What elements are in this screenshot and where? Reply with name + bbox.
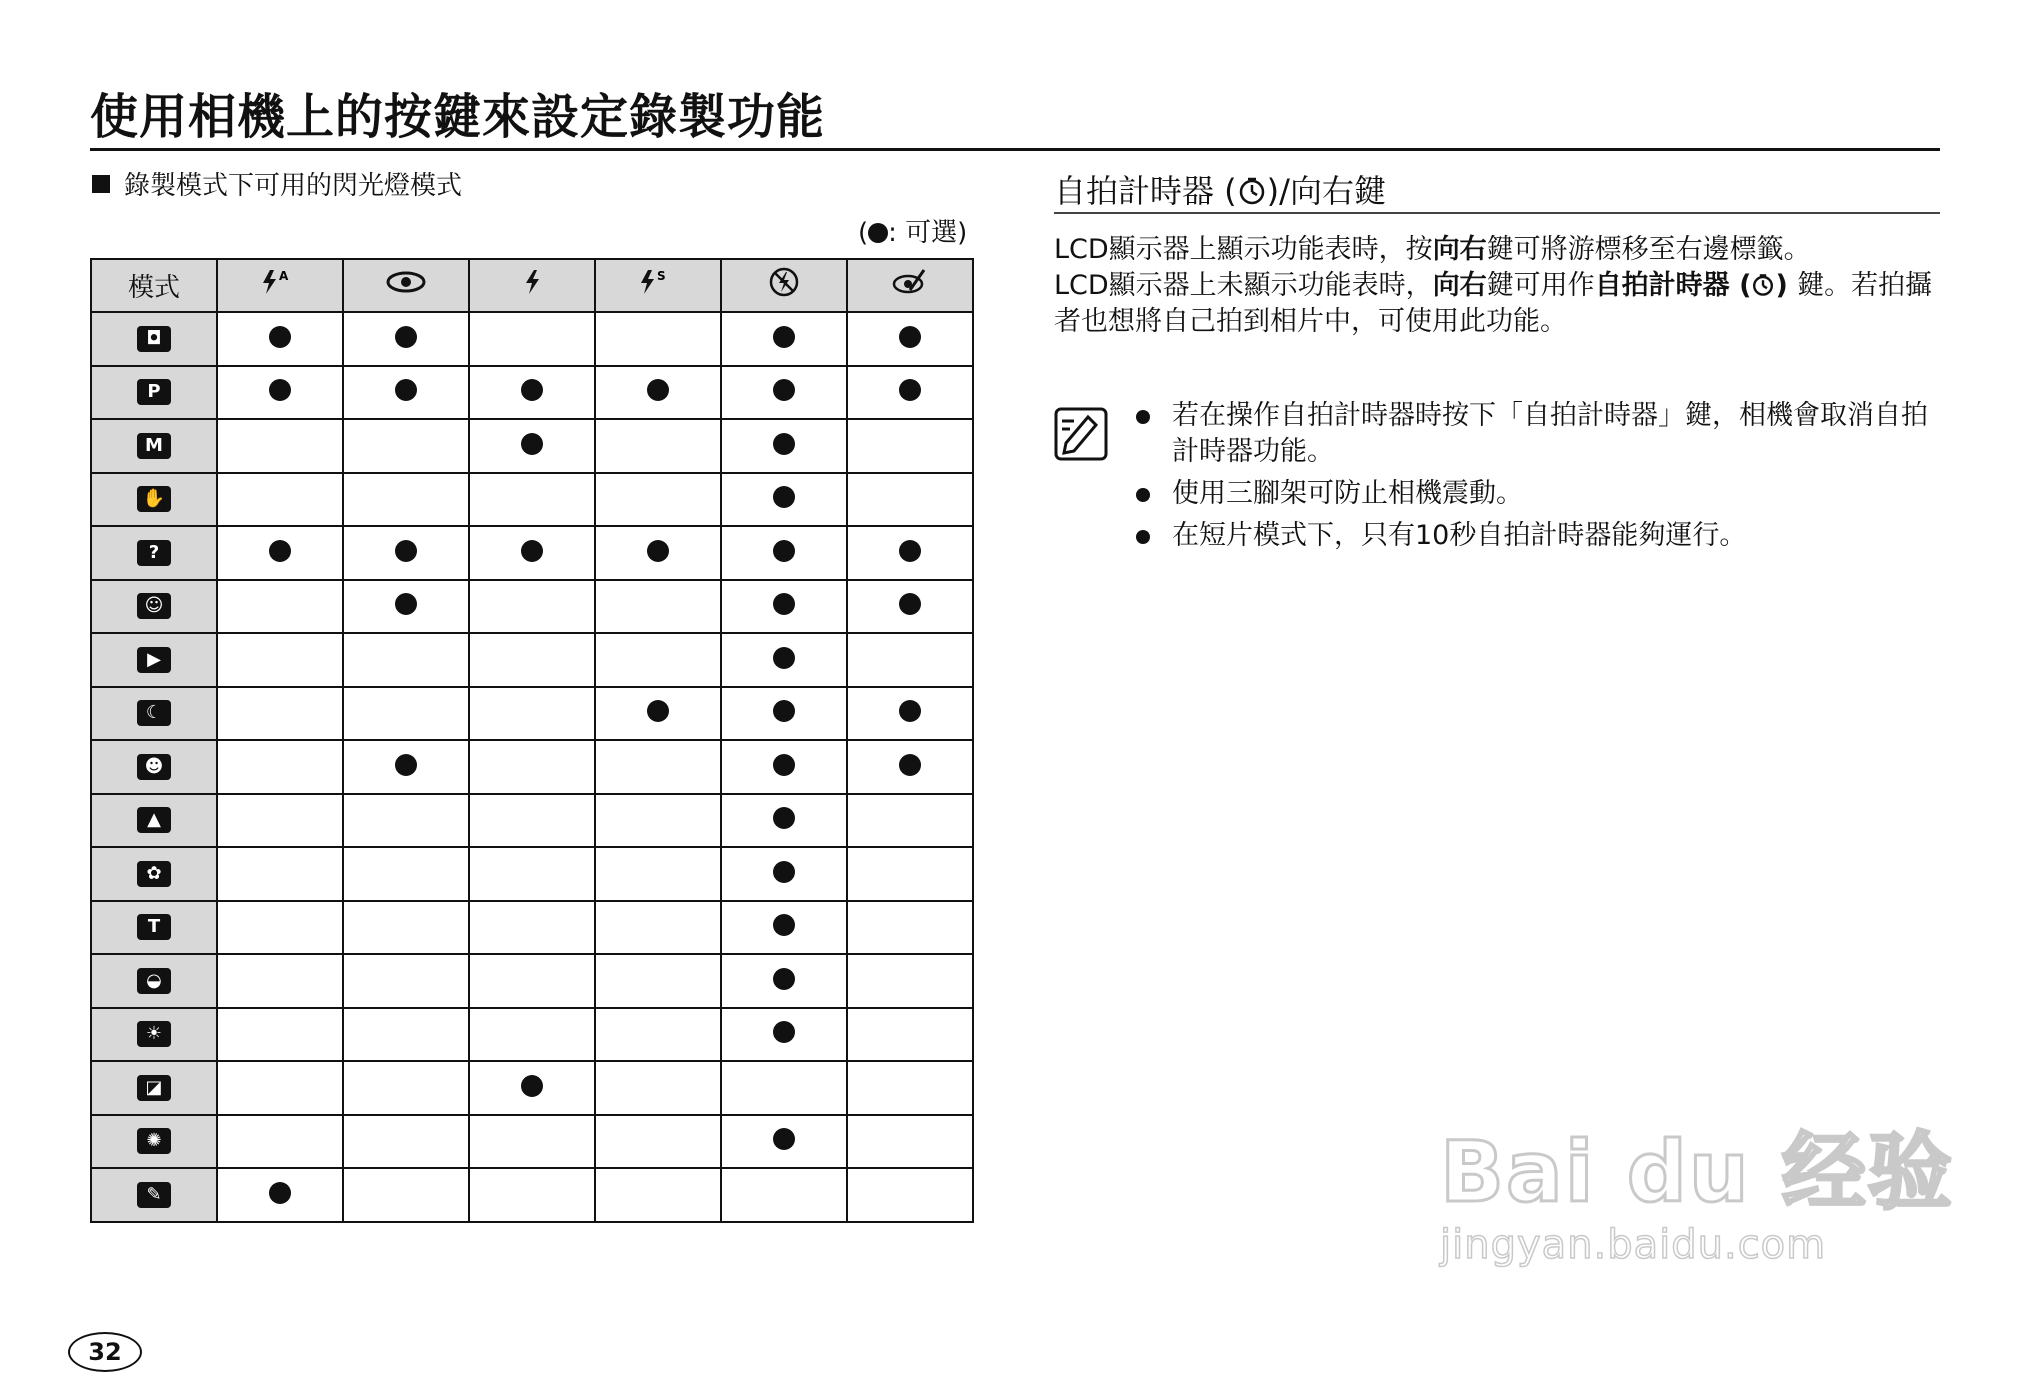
flash-cell — [217, 312, 343, 366]
flash-cell — [217, 633, 343, 687]
flash-cell — [343, 473, 469, 527]
mode-cell — [91, 366, 217, 420]
table-row — [91, 954, 973, 1008]
selectable-dot-icon — [773, 807, 795, 829]
flash-cell — [343, 633, 469, 687]
watermark-url: jingyan.baidu.com — [1440, 1222, 1827, 1268]
flash-cell — [847, 1168, 973, 1222]
flash-auto-icon — [217, 259, 343, 312]
flash-cell — [343, 1061, 469, 1115]
flash-cell — [217, 1008, 343, 1062]
flash-cell — [469, 901, 595, 955]
flash-cell — [469, 312, 595, 366]
flash-cell — [217, 419, 343, 473]
red-eye-icon — [343, 259, 469, 312]
p2-bold-2: 自拍計時器 — [1594, 270, 1730, 301]
flash-cell — [721, 794, 847, 848]
flash-cell — [217, 740, 343, 794]
flash-mode-table — [90, 258, 974, 1223]
title-divider — [90, 148, 1940, 151]
flash-cell — [343, 419, 469, 473]
flash-cell — [343, 740, 469, 794]
table-row — [91, 526, 973, 580]
flash-cell — [343, 901, 469, 955]
flash-cell — [217, 473, 343, 527]
flash-cell — [847, 312, 973, 366]
flash-cell — [595, 847, 721, 901]
flash-cell — [217, 526, 343, 580]
flash-cell — [595, 954, 721, 1008]
p2-bold-1: 向右 — [1432, 270, 1487, 301]
flash-cell — [217, 847, 343, 901]
page-title: 使用相機上的按鍵來設定錄製功能 — [90, 89, 826, 145]
flash-cell — [721, 1168, 847, 1222]
flash-cell — [469, 633, 595, 687]
flash-cell — [721, 366, 847, 420]
dual-is-icon: ✋ — [137, 486, 171, 512]
table-row — [91, 687, 973, 741]
flash-cell — [469, 1168, 595, 1222]
note-icon — [1054, 407, 1108, 461]
flash-cell — [595, 366, 721, 420]
table-row — [91, 366, 973, 420]
table-row — [91, 1168, 973, 1222]
flash-cell — [721, 580, 847, 634]
dawn-icon: ☀ — [137, 1021, 171, 1047]
flash-cell — [343, 366, 469, 420]
children-icon: ☻ — [137, 754, 171, 780]
flash-cell — [469, 580, 595, 634]
flash-cell — [469, 740, 595, 794]
selectable-dot-icon — [899, 700, 921, 722]
flash-cell — [595, 740, 721, 794]
flash-cell — [217, 954, 343, 1008]
selectable-dot-icon — [899, 754, 921, 776]
self-timer-description — [1054, 232, 1944, 340]
self-timer-icon — [1751, 273, 1775, 297]
selectable-dot-icon — [773, 433, 795, 455]
flash-cell — [595, 687, 721, 741]
selectable-dot-icon — [773, 379, 795, 401]
selectable-dot-icon — [269, 379, 291, 401]
selectable-dot-icon — [773, 1021, 795, 1043]
flash-cell — [847, 1061, 973, 1115]
portrait-icon: ☺ — [137, 593, 171, 619]
notes-list — [1134, 398, 1954, 560]
flash-cell — [343, 1168, 469, 1222]
selectable-dot-icon — [773, 754, 795, 776]
flash-cell — [847, 473, 973, 527]
flash-cell — [343, 312, 469, 366]
table-row — [91, 633, 973, 687]
night-icon: ☾ — [137, 700, 171, 726]
selectable-dot-icon — [773, 861, 795, 883]
header-mode: 模式 — [91, 259, 217, 312]
program-icon: P — [137, 379, 171, 405]
selectable-dot-icon — [269, 540, 291, 562]
flash-cell — [217, 687, 343, 741]
self-timer-icon — [1237, 176, 1267, 206]
flash-cell — [595, 473, 721, 527]
selectable-dot-icon — [395, 540, 417, 562]
flash-cell — [469, 1061, 595, 1115]
mode-cell — [91, 687, 217, 741]
selectable-dot-icon — [521, 1075, 543, 1097]
flash-cell — [217, 1168, 343, 1222]
flash-cell — [847, 794, 973, 848]
legend-open: ( — [858, 218, 869, 248]
flash-table-subheading — [92, 165, 462, 202]
mode-cell — [91, 312, 217, 366]
mode-cell — [91, 526, 217, 580]
paragraph-1 — [1054, 232, 1944, 268]
flash-cell — [721, 419, 847, 473]
flash-cell — [847, 580, 973, 634]
flash-cell — [847, 740, 973, 794]
table-row — [91, 1115, 973, 1169]
backlight-icon: ◪ — [137, 1075, 171, 1101]
selectable-dot-icon — [899, 379, 921, 401]
flash-cell — [847, 847, 973, 901]
flash-cell — [469, 794, 595, 848]
flash-cell — [343, 687, 469, 741]
flash-cell — [217, 366, 343, 420]
table-row — [91, 473, 973, 527]
flash-cell — [469, 473, 595, 527]
mode-cell — [91, 633, 217, 687]
camera-auto-icon: ◘ — [137, 326, 171, 352]
flash-cell — [721, 1008, 847, 1062]
flash-cell — [343, 580, 469, 634]
photo-help-icon: ? — [137, 540, 171, 566]
flash-cell — [595, 633, 721, 687]
flash-cell — [847, 687, 973, 741]
selectable-dot-icon — [269, 326, 291, 348]
flash-cell — [847, 1115, 973, 1169]
table-row — [91, 580, 973, 634]
flash-cell — [847, 366, 973, 420]
flash-cell — [595, 1061, 721, 1115]
mode-cell — [91, 580, 217, 634]
selectable-dot-icon — [647, 379, 669, 401]
flash-cell — [469, 687, 595, 741]
red-eye-fix-icon — [847, 259, 973, 312]
selectable-dot-icon — [773, 700, 795, 722]
paragraph-2: LCD顯示器上未顯示功能表時，向右鍵可用作自拍計時器 ( ) 鍵。若拍攝者也想將自己拍到相片中，可使用此功能。 — [1054, 270, 1933, 337]
flash-cell — [469, 954, 595, 1008]
note-item: 使用三腳架可防止相機震動。 — [1134, 476, 1954, 512]
flash-cell — [721, 740, 847, 794]
note-item: 若在操作自拍計時器時按下「自拍計時器」鍵，相機會取消自拍計時器功能。 — [1134, 398, 1954, 470]
movie-icon: ▶ — [137, 647, 171, 673]
flash-cell — [343, 847, 469, 901]
mode-cell — [91, 847, 217, 901]
baidu-watermark — [1440, 1105, 1954, 1268]
close-up-icon: ✿ — [137, 861, 171, 887]
note-item: 在短片模式下，只有10秒自拍計時器能夠運行。 — [1134, 518, 1954, 554]
flash-cell — [847, 1008, 973, 1062]
mode-cell — [91, 954, 217, 1008]
legend-text: : 可選) — [888, 218, 968, 248]
selectable-dot-icon — [773, 486, 795, 508]
svg-text:A: A — [279, 269, 289, 283]
flash-cell — [721, 1115, 847, 1169]
beach-snow-icon: ✎ — [137, 1182, 171, 1208]
table-row — [91, 901, 973, 955]
flash-cell — [217, 794, 343, 848]
flash-cell — [847, 633, 973, 687]
selectable-dot-icon — [773, 593, 795, 615]
flash-cell — [595, 419, 721, 473]
selectable-dot-icon — [773, 968, 795, 990]
mode-cell — [91, 1168, 217, 1222]
flash-cell — [217, 901, 343, 955]
selectable-dot-icon — [395, 326, 417, 348]
flash-cell — [343, 526, 469, 580]
flash-cell — [721, 1061, 847, 1115]
mode-cell — [91, 740, 217, 794]
flash-cell — [343, 794, 469, 848]
selectable-dot-icon — [647, 700, 669, 722]
mode-cell — [91, 901, 217, 955]
mode-cell — [91, 1061, 217, 1115]
p1-a: LCD顯示器上顯示功能表時，按 — [1054, 234, 1433, 265]
mode-cell — [91, 1115, 217, 1169]
heading-tail: )/向右鍵 — [1266, 172, 1386, 210]
flash-cell — [469, 419, 595, 473]
mode-cell — [91, 794, 217, 848]
selectable-dot-icon — [395, 754, 417, 776]
selectable-dot-icon — [773, 914, 795, 936]
table-row — [91, 740, 973, 794]
selectable-dot-icon — [773, 326, 795, 348]
heading-divider — [1054, 212, 1940, 214]
flash-cell — [721, 633, 847, 687]
flash-cell — [721, 954, 847, 1008]
p1-c: 鍵可將游標移至右邊標籤。 — [1486, 234, 1811, 265]
selectable-dot-icon — [773, 540, 795, 562]
flash-cell — [595, 312, 721, 366]
flash-cell — [721, 901, 847, 955]
table-row — [91, 419, 973, 473]
watermark-brand: Bai du 经验 — [1440, 1123, 1954, 1221]
p2-c: 鍵可用作 — [1486, 270, 1595, 301]
flash-cell — [595, 526, 721, 580]
selectable-dot-icon — [521, 433, 543, 455]
p1-bold: 向右 — [1432, 234, 1487, 265]
flash-cell — [217, 1061, 343, 1115]
table-row — [91, 1008, 973, 1062]
p2-a: LCD顯示器上未顯示功能表時， — [1054, 270, 1433, 301]
flash-cell — [595, 1115, 721, 1169]
flash-cell — [595, 580, 721, 634]
flash-cell — [595, 1008, 721, 1062]
landscape-icon: ▲ — [137, 807, 171, 833]
page-number: 32 — [68, 1332, 142, 1372]
heading-text: 自拍計時器 ( — [1054, 172, 1237, 210]
fill-flash-icon — [469, 259, 595, 312]
selectable-dot-icon — [521, 379, 543, 401]
flash-cell — [847, 526, 973, 580]
flash-cell — [847, 901, 973, 955]
flash-cell — [721, 473, 847, 527]
mode-cell — [91, 419, 217, 473]
flash-cell — [847, 419, 973, 473]
flash-cell — [217, 1115, 343, 1169]
table-row — [91, 847, 973, 901]
mode-cell — [91, 473, 217, 527]
table-legend — [858, 212, 967, 249]
flash-cell — [343, 954, 469, 1008]
mode-cell — [91, 1008, 217, 1062]
selectable-dot-icon — [868, 223, 888, 243]
flash-cell — [469, 526, 595, 580]
selectable-dot-icon — [647, 540, 669, 562]
flash-cell — [721, 847, 847, 901]
text-icon: T — [137, 914, 171, 940]
table-row — [91, 1061, 973, 1115]
selectable-dot-icon — [773, 1128, 795, 1150]
flash-cell — [469, 366, 595, 420]
selectable-dot-icon — [395, 379, 417, 401]
subheading-text: 錄製模式下可用的閃光燈模式 — [124, 171, 463, 201]
flash-cell — [595, 1168, 721, 1222]
selectable-dot-icon — [773, 647, 795, 669]
self-timer-heading — [1054, 166, 1386, 212]
selectable-dot-icon — [269, 1182, 291, 1204]
flash-cell — [343, 1115, 469, 1169]
manual-icon: M — [137, 433, 171, 459]
selectable-dot-icon — [899, 326, 921, 348]
sunset-icon: ◒ — [137, 968, 171, 994]
flash-cell — [721, 526, 847, 580]
flash-cell — [847, 954, 973, 1008]
selectable-dot-icon — [899, 540, 921, 562]
fireworks-icon: ✺ — [137, 1128, 171, 1154]
flash-off-icon — [721, 259, 847, 312]
flash-cell — [721, 312, 847, 366]
table-header-row — [91, 259, 973, 312]
flash-cell — [721, 687, 847, 741]
square-bullet-icon — [92, 175, 110, 193]
selectable-dot-icon — [395, 593, 417, 615]
table-row — [91, 312, 973, 366]
table-row — [91, 794, 973, 848]
svg-text:S: S — [657, 269, 666, 283]
flash-cell — [469, 1008, 595, 1062]
flash-cell — [217, 580, 343, 634]
selectable-dot-icon — [899, 593, 921, 615]
selectable-dot-icon — [521, 540, 543, 562]
flash-cell — [595, 794, 721, 848]
p2-e: 鍵。若拍攝者也想將自己拍到相片中，可使用此功能。 — [1054, 270, 1933, 337]
flash-cell — [595, 901, 721, 955]
slow-sync-icon — [595, 259, 721, 312]
flash-cell — [469, 847, 595, 901]
flash-cell — [343, 1008, 469, 1062]
flash-cell — [469, 1115, 595, 1169]
